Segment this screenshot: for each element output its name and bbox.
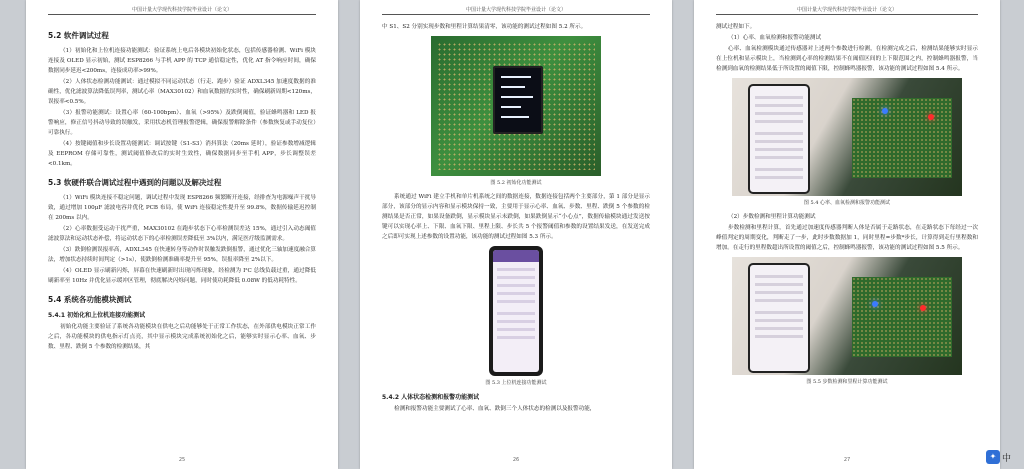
figure-caption: 图 5.4 心率、血氧检测和报警功能测试 — [803, 200, 891, 206]
section-heading: 5.2 软件调试过程 — [48, 31, 109, 40]
blue-led — [882, 108, 888, 114]
pcb-board — [852, 277, 952, 357]
figure-test-photo — [732, 257, 962, 375]
paragraph: 步数检测和里程计算，首先通过加速度传感器判断人体是否属于走路状态，在走路状态下每经过一次峰值判定的周期变化，判断走了一步，此时步数数据加 1，同时里程=步数*步长，计算得到走行里程数和增加。在走行的里程数超出所设置的阈值之后，控制蜂鸣器报警，该功能的测试过程如图 5.5 所示。 — [716, 225, 978, 251]
running-header: 中国计量大学现代科技学院毕业设计（论文） — [465, 7, 566, 13]
red-led — [920, 305, 926, 311]
paragraph: 系统通过 WiFi 建立手机和单片机系统之间的数据连接，数据连接包括两个主要部分，第 1 部分是显示部分，该部分的显示内容和显示模块保持一致，主要用于显示心率、血氧、步数、里程、跌倒 5 个参数的检测结果是否正常，如果设备跌倒，显示模块显示未跌倒，如果跌倒显示“小心点”，数据传输模块通过发送按键可以实现心率上、下限、血氧下限、里程上限、步长共 5 个报警阈值和参数的设置结果发送，在发送完成之后即可实现上述参数的设置功能，该功能的测试过程如图 5.3 所示。 — [382, 194, 650, 240]
figure-test-photo — [732, 78, 962, 196]
blue-led — [872, 301, 878, 307]
section-heading: 5.3 软硬件联合调试过程中遇到的问题以及解决过程 — [48, 178, 222, 187]
paragraph: 检测和报警功能主要测试了心率、血氧、跌倒三个人体状态的检测以及报警功能， — [394, 406, 596, 412]
page-number: 26 — [512, 457, 520, 463]
paragraph: （2）步数检测和里程计算功能测试 — [728, 214, 816, 220]
document-page — [694, 0, 1000, 469]
paragraph: （2）人体状态检测功能测试：通过模拟不同运动状态（行走、跑步）验证 ADXL345 加速度数据的准确性，优化滤波算法降低误判率，测试心率（MAX30102）和血氧数据的实时性，确保刷新周期<120ms，误报率<0.5%。 — [48, 79, 316, 105]
paragraph: （3）跌倒检测误报率高，ADXL345 在快速转身等动作时误触发跌倒报警，通过优化三轴加速度融合算法，增加状态持续时间判定（>1s），使跌倒检测准确率提升至 95%，误报率降至 2%以下。 — [48, 247, 316, 263]
figure-caption: 图 5.3 上位机连接功能测试 — [485, 380, 547, 386]
paragraph: （1）初始化和上位机连接功能测试：验证系统上电后各模块初始化状态，包括传感器检测、WiFi 模块连接及 OLED 显示初始，测试 ESP8266 与手机 APP 的 TCP 通信稳定性，优化 AT 指令响应时间，确保数据同步延迟<200ms，连接成功率>99%。 — [48, 48, 316, 74]
subsection-heading: 5.4.2 人体状态检测和报警功能测试 — [382, 394, 480, 401]
page-number: 27 — [843, 457, 851, 463]
paragraph: （2）心率数据受运动干扰严重，MAX30102 在跑步状态下心率检测误差达 15%，通过引入动态阈值滤波算法和运动状态补偿，将运动状态下的心率检测误差降低至 3%以内，满足医疗级监测需求。 — [48, 226, 316, 242]
section-heading: 5.4 系统各功能模块测试 — [48, 295, 132, 304]
figure-board-photo — [431, 36, 601, 176]
phone-app-screen — [748, 84, 810, 194]
paragraph: 测试过程如下。 — [716, 24, 756, 30]
language-label[interactable]: 中 — [1002, 453, 1012, 464]
pcb-board — [852, 98, 952, 178]
figure-phone-screenshot — [489, 246, 543, 376]
figure-caption: 图 5.2 初始化功能测试 — [490, 180, 542, 186]
page-content — [382, 22, 650, 451]
paragraph: 初始化功能主要验证了系统各功能模块在供电之后功能够处于正常工作状态，在外部供电模块正常工作之后，各功能模块的供电指示灯点亮，其中显示模块完成系统初始化之后，能够实时显示心率、血氧、步数、里程、跌倒 5 个参数的检测结果，其 — [48, 324, 316, 350]
red-led — [928, 114, 934, 120]
document-page — [360, 0, 672, 469]
header-divider — [716, 14, 978, 15]
paragraph: （3）报警功能测试：设置心率（60-100bpm）、血氧（>95%）及跌倒阈值，验证蜂鸣器和 LED 报警响应，修正信号抖动导致的误触发，采用状态机管理报警逻辑，确保报警解除条件（参数恢复或手动复位）可靠执行。 — [48, 110, 316, 136]
paragraph: （4）按键阈值和步长设置功能测试：调试按键（S1-S3）消抖算法（20ms 延时），验证参数增减逻辑及 EEPROM 存储可靠性，测试阈值修改后的实时生效性，确保数据同步至手机 APP，步长调整误差<0.1km。 — [48, 141, 316, 167]
running-header: 中国计量大学现代科技学院毕业设计（论文） — [796, 7, 897, 13]
language-indicator[interactable] — [986, 449, 1020, 465]
oled-display — [493, 66, 543, 134]
paragraph: （1）心率、血氧检测和报警功能测试 — [728, 35, 822, 41]
document-page — [26, 0, 338, 469]
page-content — [716, 22, 978, 451]
figure-caption: 图 5.5 步数检测和里程计算功能测试 — [806, 379, 888, 385]
page-number: 25 — [178, 457, 186, 463]
page-content — [48, 22, 316, 451]
header-divider — [382, 14, 650, 15]
ime-icon[interactable]: ✦ — [986, 450, 1000, 464]
paragraph: 中 S1、S2 分别实现步数和里程计算结果清零，该功能的测试过程如图 5.2 所示。 — [382, 24, 587, 30]
running-header: 中国计量大学现代科技学院毕业设计（论文） — [131, 7, 232, 13]
header-divider — [48, 14, 316, 15]
paragraph: 心率、血氧检测模块通过传感器对上述两个参数进行检测，在检测完成之后，检测结果能够实时显示在上位机和显示模块上，当检测到心率的检测结果不在阈值区间的上下限范围之内，控制蜂鸣器报警，当检测到血氧的检测结果低于所设置的阈值下限，控制蜂鸣器报警，该功能的测试过程如图 5.4 所示。 — [716, 46, 978, 72]
paragraph: （1）WiFi 模块连接不稳定问题，调试过程中发现 ESP8266 频繁断开连接，经排查为电源噪声干扰导致，通过增加 100μF 滤波电容并优化 PCB 布局，使 WiFi 连接稳定性提升至 99.8%，数据传输延迟控制在 200ms 以内。 — [48, 195, 316, 221]
subsection-heading: 5.4.1 初始化和上位机连接功能测试 — [48, 312, 146, 319]
phone-app-screen — [748, 263, 810, 373]
paragraph: （4）OLED 显示刷新闪烁，屏幕在快速刷新时出现闪烁现象，经检测为 I²C 总线负载过重，通过降低刷新率至 10Hz 并优化显示缓冲区管理，彻底解决闪烁问题，同时使功耗降低 0.08W 的低功耗特性。 — [48, 268, 316, 284]
